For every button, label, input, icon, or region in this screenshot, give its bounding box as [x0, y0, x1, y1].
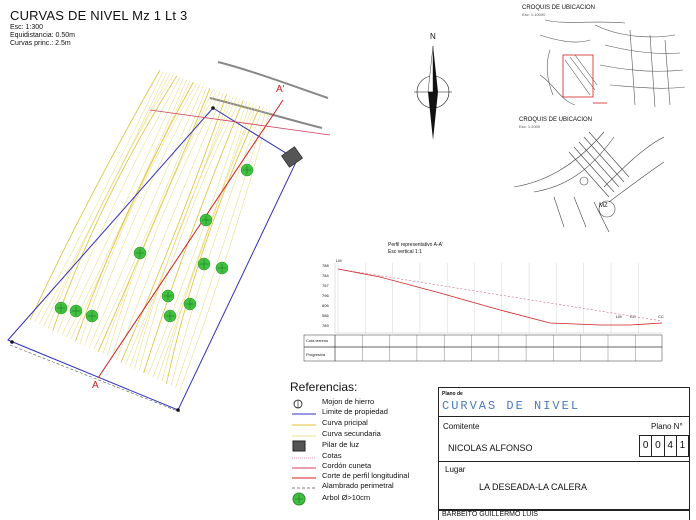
north-label: N: [430, 32, 436, 41]
plan-name-box: [438, 387, 690, 417]
reference-label: Arbol Ø>10cm: [322, 493, 371, 502]
profile-y-tick: 586: [322, 313, 329, 318]
cut-top-label: A': [276, 84, 285, 95]
place-name: LA DESEADA-LA CALERA: [479, 482, 588, 492]
plan-digit: 0: [652, 436, 664, 456]
reference-label: Corte de perfil longitudinal: [322, 471, 410, 480]
profile-title: Perfil representativo A-A': [388, 242, 443, 248]
equidistance-text: Equidistancia: 0.50m: [10, 32, 75, 39]
profile-end-mark2: CC: [630, 314, 636, 319]
profile-end-mark1: LM: [616, 314, 622, 319]
profile-y-tick: 784: [322, 273, 329, 278]
reference-label: Alambrado perimetral: [322, 481, 394, 490]
plan-label: Plano de: [442, 391, 463, 397]
reference-label: Cotas: [322, 451, 342, 460]
client-box: [438, 416, 690, 462]
references-title: Referencias:: [290, 380, 358, 394]
drawing-title: CURVAS DE NIVEL Mz 1 Lt 3: [10, 8, 188, 23]
profile-y-tick: 606: [322, 303, 329, 308]
place-label: Lugar: [445, 465, 466, 474]
reference-label: Curva pricipal: [322, 418, 368, 427]
croquis-bottom-map: [514, 127, 664, 232]
plan-number: [639, 435, 689, 457]
reference-label: Curva secundaria: [322, 429, 381, 438]
plan-digit: 0: [640, 436, 652, 456]
croquis-bottom-title: CROQUIS DE UBICACION: [519, 117, 593, 123]
author-box: [438, 509, 690, 520]
profile-vscale: Esc vertical 1:1: [388, 249, 422, 255]
reference-label: Mojon de hierro: [322, 397, 375, 406]
reference-label: Limite de propiedad: [322, 407, 388, 416]
main-curves-text: Curvas princ.: 2.5m: [10, 40, 71, 47]
scale-text: Esc: 1:300: [10, 24, 44, 31]
profile-row1-label: Cota terreno: [306, 338, 329, 343]
profile-end-mark3: CC: [658, 314, 664, 319]
profile-y-tick: 796: [322, 293, 329, 298]
profile-y-tick: 757: [322, 283, 329, 288]
plan-digit: 4: [665, 436, 677, 456]
croquis-top-title: CROQUIS DE UBICACION: [522, 5, 596, 11]
profile-chart: [300, 255, 670, 370]
croquis-top-scale: Esc: 1:10000: [522, 12, 546, 17]
north-arrow-icon: [414, 46, 452, 140]
profile-y-tick: 789: [322, 323, 329, 328]
profile-y-tick: 788: [322, 263, 329, 268]
croquis-lot-marker: MZ: [599, 203, 608, 209]
tree-icon: [292, 492, 306, 511]
cut-bottom-label: A: [92, 380, 99, 391]
client-name: NICOLAS ALFONSO: [448, 443, 533, 453]
reference-label: Pilar de luz: [322, 440, 360, 449]
plan-name: CURVAS DE NIVEL: [442, 399, 581, 413]
client-label: Comitente: [443, 422, 480, 431]
plan-no-label: Plano N°: [651, 422, 683, 431]
profile-start-mark: LM: [336, 258, 342, 263]
croquis-bottom-scale: Esc: 1:2000: [519, 124, 541, 129]
author-name: BARBEITO GUILLERMO LUIS: [442, 511, 538, 518]
profile-row2-label: Progresiva: [306, 352, 326, 357]
plan-digit: 1: [679, 440, 686, 451]
reference-label: Cordón cuneta: [322, 461, 372, 470]
croquis-top-map: [535, 15, 685, 110]
place-box: [438, 461, 690, 511]
